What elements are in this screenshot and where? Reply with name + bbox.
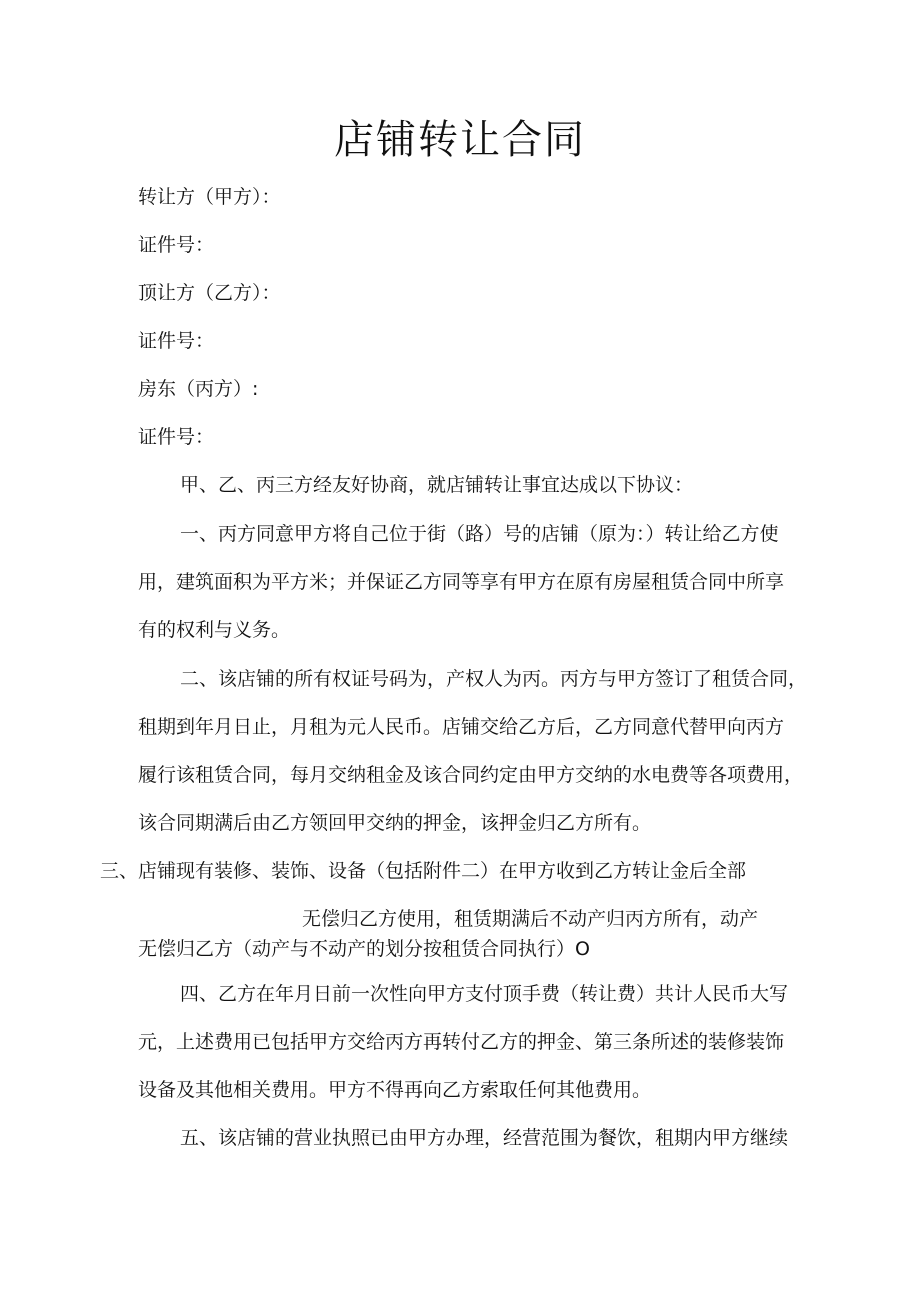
document-title: 店铺转让合同 (334, 117, 586, 163)
landlord-field: 房东（丙方）: (138, 378, 259, 400)
clause-4-line: 元，上述费用已包括甲方交给丙方再转付乙方的押金、第三条所述的装修装饰 (138, 1031, 785, 1053)
transferor-field: 转让方（甲方）： (138, 186, 281, 208)
clause-4-line: 四、乙方在年月日前一次性向甲方支付顶手费（转让费）共计人民币大写 (180, 983, 789, 1005)
clause-2-line: 租期到年月日止，月租为元人民币。店铺交给乙方后，乙方同意代替甲向丙方 (138, 716, 785, 738)
clause-1-line: 用，建筑面积为平方米；并保证乙方同等享有甲方在原有房屋租赁合同中所享 (138, 571, 785, 593)
clause-3-line: 无偿归乙方（动产与不动产的划分按租赁合同执行）O (138, 938, 590, 960)
clause-4-line: 设备及其他相关费用。甲方不得再向乙方索取任何其他费用。 (138, 1079, 652, 1101)
transferor-id-field: 证件号： (138, 234, 215, 256)
landlord-id-field: 证件号： (138, 426, 215, 448)
clause-2-line: 该合同期满后由乙方领回甲交纳的押金，该押金归乙方所有。 (138, 812, 652, 834)
clause-1-line: 有的权利与义务。 (138, 619, 291, 641)
clause-2-line: 二、该店铺的所有权证号码为，产权人为丙。丙方与甲方签订了租赁合同， (180, 668, 808, 690)
clause-3-line: 无偿归乙方使用，租赁期满后不动产归丙方所有，动产 (302, 908, 759, 930)
clause-4 (138, 970, 828, 1114)
clause-2 (138, 655, 828, 847)
clause-5-line: 五、该店铺的营业执照已由甲方办理，经营范围为餐饮，租期内甲方继续 (180, 1127, 789, 1149)
clause-1 (138, 510, 828, 654)
transferee-id-field: 证件号： (138, 330, 215, 352)
clause-3-line: 三、店铺现有装修、装饰、设备（包括附件二）在甲方收到乙方转让金后全部 (100, 860, 747, 882)
clause-2-line: 履行该租赁合同，每月交纳租金及该合同约定由甲方交纳的水电费等各项费用， (138, 764, 804, 786)
clause-5 (138, 1114, 828, 1162)
clause-1-line: 一、丙方同意甲方将自己位于街（路）号的店铺（原为：）转让给乙方使 (180, 523, 779, 545)
intro-paragraph: 甲、乙、丙三方经友好协商，就店铺转让事宜达成以下协议： (180, 474, 694, 496)
transferee-field: 顶让方（乙方）： (138, 282, 281, 304)
